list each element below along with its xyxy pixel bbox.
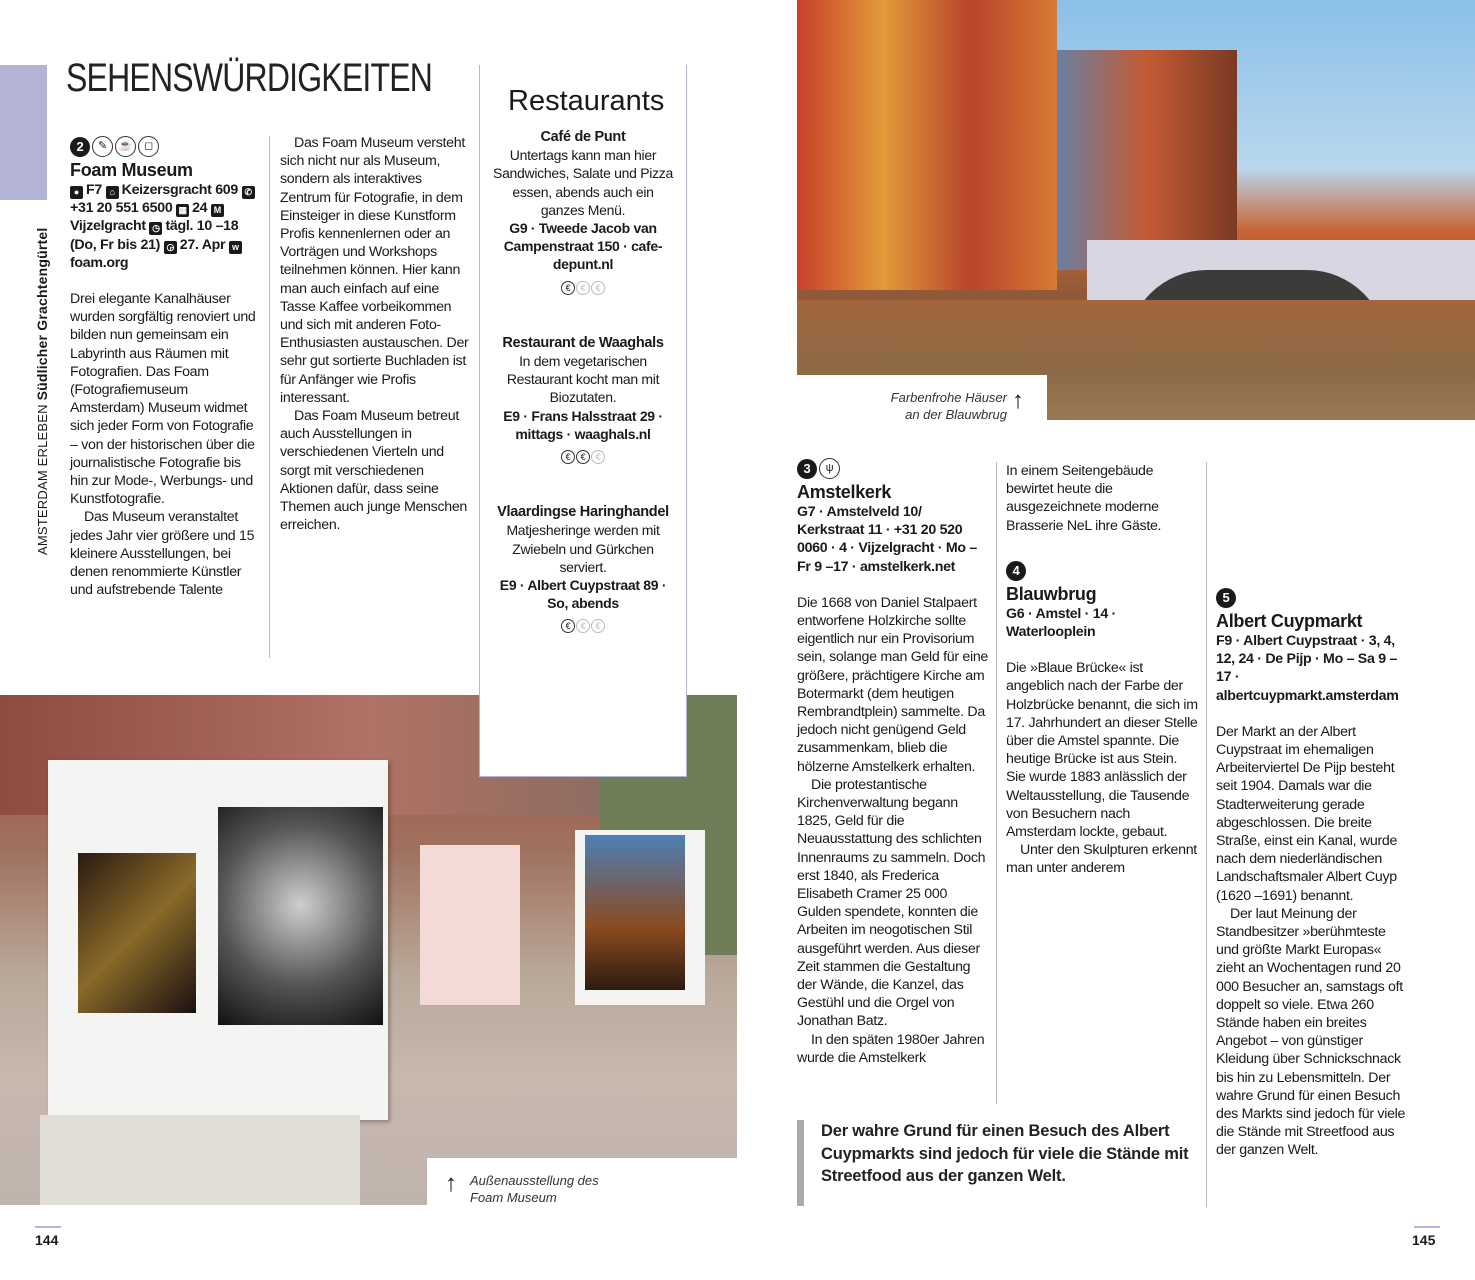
restaurant-name: Vlaardingse Haringhandel	[497, 504, 669, 521]
paragraph: Der Markt an der Albert Cuypstraat im ehemaligen Arbeiterviertel De Pijp besteht seit 1904. Damals war die Stadterweiterung gerade abgeschlossen. Die breite Straße, einst ein Kanal, wurde nach dem niederländischen Landschaftsmaler Albert Cuyp (1620 –1691) benannt.	[1216, 723, 1398, 904]
page-number-rule	[1414, 1226, 1440, 1228]
paragraph: In den späten 1980er Jahren wurde die Amstelkerk	[797, 1031, 985, 1066]
entry-name: Blauwbrug	[1006, 583, 1097, 604]
page-number: 144	[35, 1232, 59, 1248]
price-level: € € €	[490, 616, 676, 634]
restaurant-item	[490, 503, 676, 634]
restaurant-details: G9 · Tweede Jacob van Campenstraat 150 · cafe-depunt.nl	[503, 220, 663, 273]
section-label: AMSTERDAM ERLEBEN	[35, 404, 50, 555]
arrow-up-icon: ↑	[1012, 387, 1024, 414]
paragraph: Die protestantische Kirchenverwaltung begann 1825, Geld für die Neuausstattung des schlichten Innenraums zu sammeln. Doch erst 1840, als Frederica Elisabeth Cramer 25 000 Gulden spendete, konnten die Arbeiten im neogotischen Stil ausgeführt werden. Aus dieser Zeit stammen die Gestaltung der Wände, die Kanzel, das Gestühl und die Orgel von Jonathan Batz.	[797, 776, 986, 1030]
restaurant-name: Restaurant de Waaghals	[502, 334, 664, 351]
restaurant-item	[490, 128, 676, 296]
map-pin-icon: ●	[70, 186, 83, 199]
grid-ref: F7	[86, 182, 102, 198]
address: Keizersgracht 609	[121, 182, 238, 198]
paragraph: In einem Seitengebäude bewirtet heute die ausgezeichnete moderne Brasserie NeL ihre Gäste.	[1006, 463, 1162, 534]
page-number-rule	[35, 1226, 61, 1228]
foam-col-2	[280, 134, 472, 534]
photo-caption-box	[797, 375, 1047, 422]
paragraph: Das Foam Museum versteht sich nicht nur als Museum, sondern als interaktives Zentrum für Fotografie, in dem Einsteiger in diese Kunstform Profis kennenlernen oder an Vorträgen und Workshops teilnehmen können. Hier kann man auch einfach auf eine Tasse Kaffee vorbeikommen und sich mit anderen Foto-Enthusiasten austauschen. Der sehr gut sortierte Buchladen ist für Anfänger wie Profis interessant.	[280, 135, 469, 406]
arrow-up-icon: ↑	[445, 1170, 457, 1197]
column-rule	[996, 462, 997, 1104]
cafe-icon: ☕	[115, 136, 136, 157]
entry-number: 5	[1216, 588, 1236, 608]
paragraph: Der laut Meinung der Standbesitzer »berühmteste und größte Markt Europas« zieht an Wochentagen rund 20 000 Besucher an, samstags oft doppelt so viele. Etwa 260 Stände haben ein breites Angebot – von günstiger Kleidung über Schnickschnack bis hin zu Lebensmitteln. Der wahre Grund für einen Besuch des Markts sind jedoch für viele die Stände mit Streetfood aus der ganzen Welt.	[1216, 905, 1406, 1159]
restaurant-icon: ψ	[819, 458, 840, 479]
clock-icon: ◷	[149, 222, 162, 235]
paragraph: Die »Blaue Brücke« ist angeblich nach der Farbe der Holzbrücke benannt, die sich im 17. Jahrhundert an dieser Stelle über die Amstel spannte. Die heutige Brücke ist aus Stein. Sie wurde 1883 anlässlich der Weltausstellung, die Tausende von Besuchern nach Amsterdam lockte, gebaut.	[1006, 660, 1198, 841]
metro-icon: M	[211, 204, 224, 217]
blauwbrug-photo	[797, 0, 1475, 420]
website-link[interactable]: foam.org	[70, 254, 129, 271]
restaurants-heading: Restaurants	[508, 85, 665, 117]
hours: tägl. 10 –18 (Do, Fr bis 21)	[70, 218, 239, 253]
entry-info: G6 · Amstel · 14 · Waterlooplein	[1006, 605, 1116, 641]
entry-number: 3	[797, 459, 817, 479]
entry-name: Foam Museum	[70, 160, 193, 180]
price-level: € € €	[490, 447, 676, 465]
tram-icon: ▦	[176, 204, 189, 217]
photo-caption-box	[427, 1158, 737, 1205]
photo-caption: Farbenfrohe Häuser an der Blauwbrug	[890, 390, 1007, 422]
restaurant-desc: In dem vegetarischen Restaurant kocht man mit Biozutaten.	[506, 353, 660, 406]
restaurant-desc: Matjesheringe werden mit Zwiebeln und Gürkchen serviert.	[506, 522, 660, 575]
district-label: Südlicher Grachtengürtel	[34, 227, 50, 401]
shop-icon: ◻	[138, 136, 159, 157]
entry-info: F9 · Albert Cuypstraat · 3, 4, 12, 24 · De Pijp · Mo – Sa 9 –17 · albertcuypmarkt.amsterdam	[1216, 633, 1399, 704]
phone-icon: ✆	[242, 186, 255, 199]
paragraph: Das Foam Museum betreut auch Ausstellungen in verschiedenen Vierteln und sorgt mit verschiedenen Aktionen dafür, dass seine Themen auch junge Menschen erreichen.	[280, 408, 468, 534]
column-rule	[269, 136, 270, 658]
page-title: SEHENSWÜRDIGKEITEN	[66, 56, 433, 100]
page-number: 145	[1412, 1232, 1436, 1248]
pull-quote	[797, 1120, 1197, 1206]
entry-info	[70, 181, 260, 272]
entry-name: Albert Cuypmarkt	[1216, 611, 1363, 631]
paragraph: Unter den Skulpturen erkennt man unter anderem	[1006, 842, 1197, 877]
restaurant-item	[490, 334, 676, 465]
home-icon: ⌂	[106, 186, 119, 199]
closed-icon: ◶	[164, 241, 177, 254]
albert-col	[1216, 588, 1408, 1160]
restaurant-desc: Untertags kann man hier Sandwiches, Salate und Pizza essen, abends auch ein ganzes Menü.	[493, 147, 673, 218]
closed-days: 27. Apr	[179, 236, 226, 253]
paragraph: Die 1668 von Daniel Stalpaert entworfene Holzkirche sollte eigentlich nur ein Provisorium sein, solange man Geld für eine größere, prächtigere Kirche am Botermarkt (dem heutigen Rembrandtplein) sammelte. Da jedoch nicht genügend Geld zusammenkam, blieb die hölzerne Amstelkerk erhalten.	[797, 594, 989, 775]
running-head	[34, 228, 50, 555]
photo-caption: Außenausstellung des Foam Museum	[470, 1173, 599, 1205]
metro: Vijzelgracht	[70, 218, 146, 235]
column-rule	[1206, 462, 1207, 1207]
entry-number: 2	[70, 137, 90, 157]
restaurant-name: Café de Punt	[540, 129, 626, 145]
restaurant-details: E9 · Albert Cuypstraat 89 · So, abends	[499, 577, 667, 612]
paragraph: Drei elegante Kanalhäuser wurden sorgfältig renoviert und bilden nun gemeinsam ein Labyrinth aus Räumen mit Fotografien. Das Foam (Fotografiemuseum Amsterdam) Museum widmet sich jeder Form von Fotografie – von der historischen über die journalistische Fotografie bis hin zur Mode-, Werbungs- und Kunstfotografie.	[70, 291, 256, 508]
foam-col-1	[70, 136, 260, 598]
phone: +31 20 551 6500	[70, 200, 173, 217]
paragraph: Das Museum veranstaltet jedes Jahr vier größere und 15 kleinere Ausstellungen, bei denen renommierte Künstler und aufstrebende Talente	[70, 509, 255, 599]
tram: 24	[192, 200, 208, 217]
restaurant-details: E9 · Frans Halsstraat 29 · mittags · waaghals.nl	[503, 407, 663, 442]
entry-info: G7 · Amstelveld 10/ Kerkstraat 11 · +31 20 520 0060 · 4 · Vijzelgracht · Mo – Fr 9 –17 · amstelkerk.net	[797, 504, 977, 575]
web-icon: w	[229, 241, 242, 254]
restaurants-box	[479, 65, 687, 777]
entry-number: 4	[1006, 561, 1026, 581]
ticket-icon: ✎	[92, 136, 113, 157]
blauwbrug-col	[1006, 462, 1198, 877]
pull-quote-text: Der wahre Grund für einen Besuch des Albert Cuypmarkts sind jedoch für viele die Stände mit Streetfood aus der ganzen Welt.	[821, 1122, 1189, 1185]
price-level: € € €	[490, 278, 676, 296]
section-tab	[0, 65, 47, 200]
amstelkerk-col	[797, 458, 989, 1067]
entry-name: Amstelkerk	[797, 482, 892, 502]
